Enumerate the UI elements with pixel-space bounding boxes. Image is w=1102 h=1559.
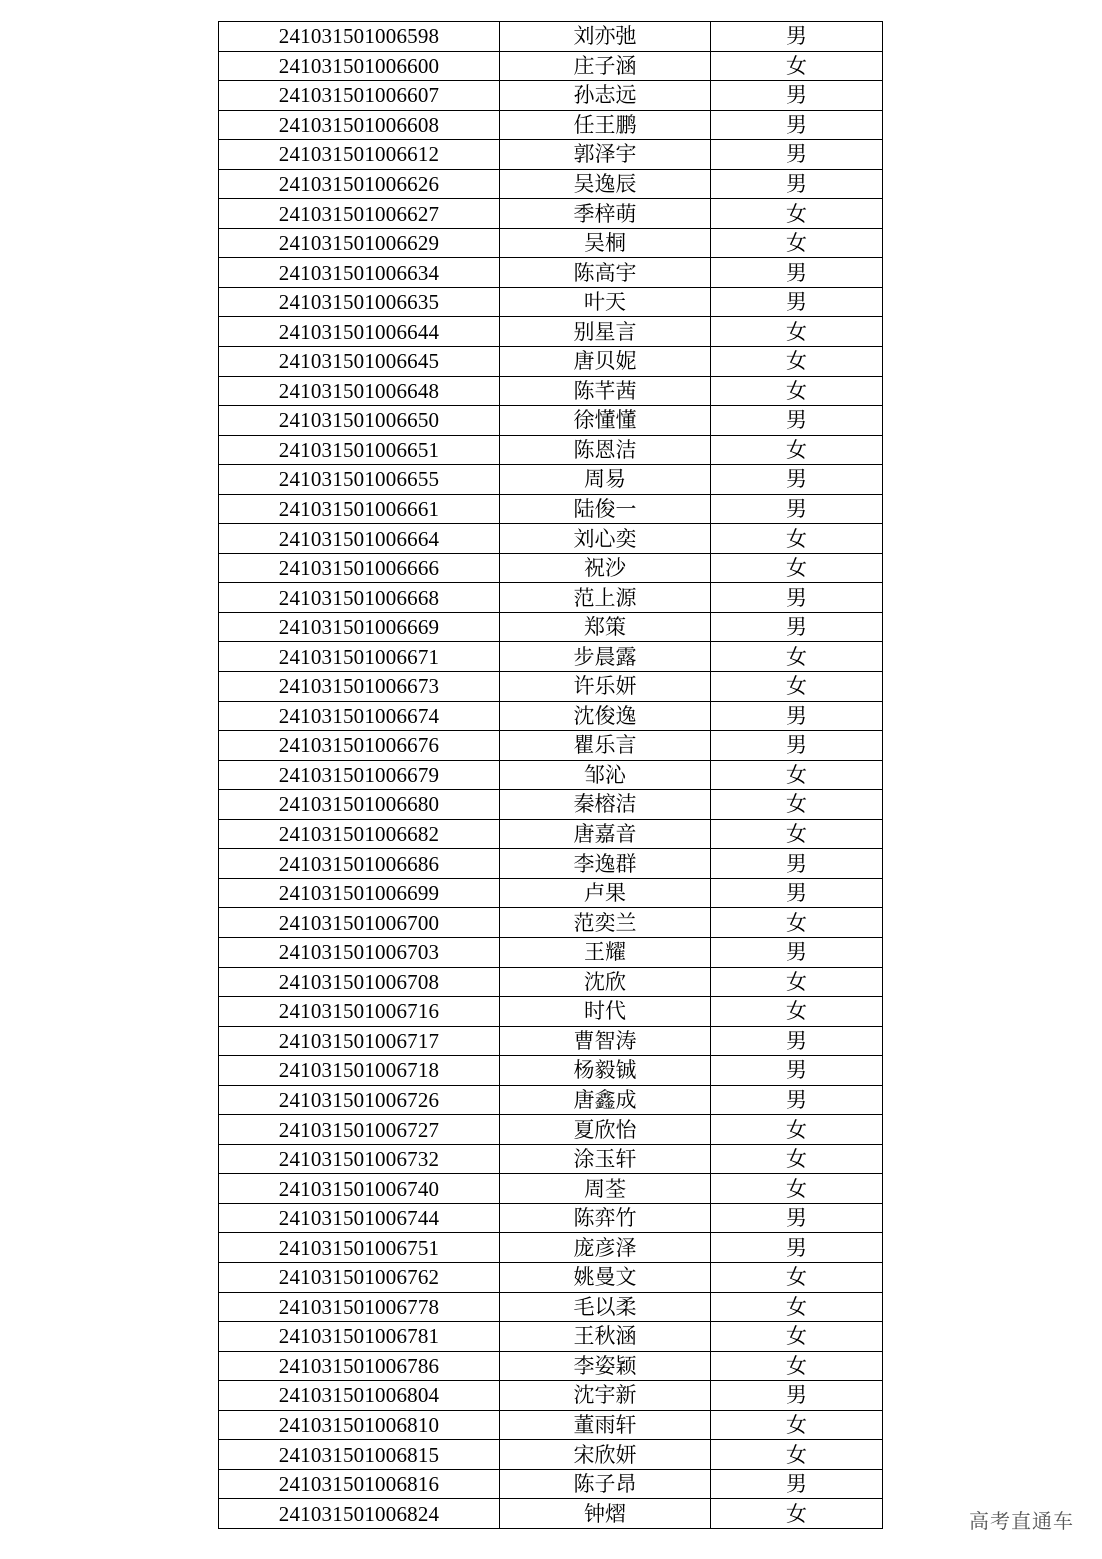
student-name-cell: 陆俊一	[500, 494, 711, 524]
table-row	[219, 435, 883, 465]
student-id-cell: 241031501006648	[219, 376, 500, 406]
table-row	[219, 731, 883, 761]
student-name-cell: 王耀	[500, 937, 711, 967]
table-row	[219, 1056, 883, 1086]
student-gender-cell: 女	[711, 1144, 883, 1174]
student-gender-cell: 女	[711, 908, 883, 938]
table-row	[219, 1174, 883, 1204]
table-row	[219, 1085, 883, 1115]
student-id-cell: 241031501006664	[219, 524, 500, 554]
student-name-cell: 涂玉轩	[500, 1144, 711, 1174]
student-name-cell: 吴逸辰	[500, 169, 711, 199]
student-id-cell: 241031501006679	[219, 760, 500, 790]
student-gender-cell: 女	[711, 435, 883, 465]
student-gender-cell: 女	[711, 1499, 883, 1529]
student-id-cell: 241031501006650	[219, 406, 500, 436]
table-row	[219, 199, 883, 229]
student-name-cell: 徐懂懂	[500, 406, 711, 436]
table-row	[219, 1322, 883, 1352]
student-gender-cell: 男	[711, 1233, 883, 1263]
student-id-cell: 241031501006682	[219, 819, 500, 849]
student-gender-cell: 女	[711, 376, 883, 406]
student-name-cell: 李逸群	[500, 849, 711, 879]
student-name-cell: 郭泽宇	[500, 140, 711, 170]
table-row	[219, 1233, 883, 1263]
student-gender-cell: 男	[711, 937, 883, 967]
student-gender-cell: 男	[711, 22, 883, 52]
student-id-cell: 241031501006786	[219, 1351, 500, 1381]
student-name-cell: 庄子涵	[500, 51, 711, 81]
student-gender-cell: 男	[711, 612, 883, 642]
student-name-cell: 王秋涵	[500, 1322, 711, 1352]
table-row	[219, 642, 883, 672]
table-row	[219, 524, 883, 554]
student-name-cell: 姚曼文	[500, 1262, 711, 1292]
table-row	[219, 1381, 883, 1411]
student-gender-cell: 男	[711, 1203, 883, 1233]
table-row	[219, 465, 883, 495]
student-gender-cell: 女	[711, 1174, 883, 1204]
student-id-cell: 241031501006634	[219, 258, 500, 288]
table-row	[219, 169, 883, 199]
student-id-cell: 241031501006627	[219, 199, 500, 229]
student-gender-cell: 女	[711, 1292, 883, 1322]
table-row	[219, 967, 883, 997]
table-row	[219, 287, 883, 317]
table-row	[219, 701, 883, 731]
student-name-cell: 沈宇新	[500, 1381, 711, 1411]
table-row	[219, 583, 883, 613]
student-name-cell: 秦榕洁	[500, 790, 711, 820]
student-name-cell: 刘心奕	[500, 524, 711, 554]
table-row	[219, 1292, 883, 1322]
student-id-cell: 241031501006810	[219, 1410, 500, 1440]
student-name-cell: 庞彦泽	[500, 1233, 711, 1263]
student-id-cell: 241031501006718	[219, 1056, 500, 1086]
table-row	[219, 760, 883, 790]
table-row	[219, 494, 883, 524]
student-id-cell: 241031501006676	[219, 731, 500, 761]
student-gender-cell: 男	[711, 731, 883, 761]
student-gender-cell: 女	[711, 997, 883, 1027]
student-name-cell: 瞿乐言	[500, 731, 711, 761]
student-name-cell: 周荃	[500, 1174, 711, 1204]
student-gender-cell: 女	[711, 819, 883, 849]
student-id-cell: 241031501006661	[219, 494, 500, 524]
table-row	[219, 317, 883, 347]
student-gender-cell: 男	[711, 494, 883, 524]
student-gender-cell: 男	[711, 406, 883, 436]
student-name-cell: 陈高宇	[500, 258, 711, 288]
student-gender-cell: 女	[711, 317, 883, 347]
student-name-cell: 时代	[500, 997, 711, 1027]
student-id-cell: 241031501006717	[219, 1026, 500, 1056]
student-gender-cell: 女	[711, 1115, 883, 1145]
student-name-cell: 夏欣怡	[500, 1115, 711, 1145]
table-row	[219, 1469, 883, 1499]
student-gender-cell: 女	[711, 967, 883, 997]
student-id-cell: 241031501006680	[219, 790, 500, 820]
table-row	[219, 937, 883, 967]
table-row	[219, 140, 883, 170]
student-id-cell: 241031501006645	[219, 347, 500, 377]
table-row	[219, 672, 883, 702]
student-id-cell: 241031501006700	[219, 908, 500, 938]
table-row	[219, 997, 883, 1027]
student-name-cell: 陈恩洁	[500, 435, 711, 465]
table-row	[219, 1203, 883, 1233]
student-gender-cell: 女	[711, 1410, 883, 1440]
student-gender-cell: 女	[711, 228, 883, 258]
student-id-cell: 241031501006778	[219, 1292, 500, 1322]
student-id-cell: 241031501006668	[219, 583, 500, 613]
student-id-cell: 241031501006699	[219, 878, 500, 908]
table-row	[219, 406, 883, 436]
student-gender-cell: 女	[711, 347, 883, 377]
table-row	[219, 347, 883, 377]
student-id-cell: 241031501006716	[219, 997, 500, 1027]
table-row	[219, 51, 883, 81]
student-gender-cell: 女	[711, 672, 883, 702]
student-name-cell: 邹沁	[500, 760, 711, 790]
student-name-cell: 宋欣妍	[500, 1440, 711, 1470]
student-id-cell: 241031501006629	[219, 228, 500, 258]
student-gender-cell: 男	[711, 849, 883, 879]
student-gender-cell: 女	[711, 1351, 883, 1381]
student-gender-cell: 男	[711, 287, 883, 317]
student-id-cell: 241031501006635	[219, 287, 500, 317]
student-gender-cell: 女	[711, 790, 883, 820]
student-name-cell: 唐鑫成	[500, 1085, 711, 1115]
student-id-cell: 241031501006804	[219, 1381, 500, 1411]
student-name-cell: 李姿颖	[500, 1351, 711, 1381]
table-row	[219, 228, 883, 258]
student-gender-cell: 男	[711, 1085, 883, 1115]
table-row	[219, 1410, 883, 1440]
student-id-cell: 241031501006708	[219, 967, 500, 997]
student-id-cell: 241031501006824	[219, 1499, 500, 1529]
student-name-cell: 毛以柔	[500, 1292, 711, 1322]
student-id-cell: 241031501006671	[219, 642, 500, 672]
table-row	[219, 878, 883, 908]
student-id-cell: 241031501006751	[219, 1233, 500, 1263]
student-gender-cell: 女	[711, 199, 883, 229]
student-name-cell: 唐嘉音	[500, 819, 711, 849]
student-name-cell: 郑策	[500, 612, 711, 642]
student-name-cell: 钟熠	[500, 1499, 711, 1529]
student-id-cell: 241031501006666	[219, 553, 500, 583]
student-gender-cell: 女	[711, 1322, 883, 1352]
student-id-cell: 241031501006608	[219, 110, 500, 140]
student-name-cell: 沈俊逸	[500, 701, 711, 731]
table-row	[219, 1499, 883, 1529]
student-id-cell: 241031501006727	[219, 1115, 500, 1145]
student-id-cell: 241031501006674	[219, 701, 500, 731]
student-gender-cell: 男	[711, 258, 883, 288]
student-id-cell: 241031501006726	[219, 1085, 500, 1115]
table-row	[219, 819, 883, 849]
table-row	[219, 376, 883, 406]
student-gender-cell: 男	[711, 465, 883, 495]
table-row	[219, 1440, 883, 1470]
student-name-cell: 步晨露	[500, 642, 711, 672]
table-row	[219, 110, 883, 140]
student-gender-cell: 女	[711, 524, 883, 554]
table-row	[219, 1144, 883, 1174]
student-id-cell: 241031501006669	[219, 612, 500, 642]
student-name-cell: 叶天	[500, 287, 711, 317]
student-name-cell: 季梓萌	[500, 199, 711, 229]
student-gender-cell: 男	[711, 1469, 883, 1499]
student-id-cell: 241031501006781	[219, 1322, 500, 1352]
table-row	[219, 1115, 883, 1145]
student-name-cell: 沈欣	[500, 967, 711, 997]
student-name-cell: 孙志远	[500, 81, 711, 111]
student-gender-cell: 女	[711, 1262, 883, 1292]
student-name-cell: 范上源	[500, 583, 711, 613]
student-name-cell: 吴桐	[500, 228, 711, 258]
table-row	[219, 908, 883, 938]
student-roster-table	[218, 21, 883, 1529]
student-gender-cell: 女	[711, 760, 883, 790]
student-id-cell: 241031501006598	[219, 22, 500, 52]
student-id-cell: 241031501006732	[219, 1144, 500, 1174]
student-gender-cell: 女	[711, 553, 883, 583]
student-gender-cell: 男	[711, 110, 883, 140]
table-row	[219, 22, 883, 52]
table-row	[219, 553, 883, 583]
watermark-text: 高考直通车	[969, 1509, 1074, 1533]
student-gender-cell: 男	[711, 1026, 883, 1056]
table-row	[219, 790, 883, 820]
student-id-cell: 241031501006607	[219, 81, 500, 111]
student-name-cell: 陈子昂	[500, 1469, 711, 1499]
student-gender-cell: 女	[711, 51, 883, 81]
table-row	[219, 612, 883, 642]
student-name-cell: 别星言	[500, 317, 711, 347]
table-row	[219, 1351, 883, 1381]
student-name-cell: 刘亦弛	[500, 22, 711, 52]
student-name-cell: 董雨轩	[500, 1410, 711, 1440]
table-row	[219, 1026, 883, 1056]
roster-body	[219, 22, 883, 1529]
student-id-cell: 241031501006816	[219, 1469, 500, 1499]
student-id-cell: 241031501006744	[219, 1203, 500, 1233]
student-name-cell: 卢果	[500, 878, 711, 908]
student-id-cell: 241031501006673	[219, 672, 500, 702]
student-gender-cell: 女	[711, 1440, 883, 1470]
student-gender-cell: 男	[711, 169, 883, 199]
student-id-cell: 241031501006600	[219, 51, 500, 81]
student-gender-cell: 男	[711, 583, 883, 613]
student-name-cell: 祝沙	[500, 553, 711, 583]
student-gender-cell: 男	[711, 878, 883, 908]
student-id-cell: 241031501006686	[219, 849, 500, 879]
student-name-cell: 唐贝妮	[500, 347, 711, 377]
student-id-cell: 241031501006651	[219, 435, 500, 465]
student-gender-cell: 女	[711, 642, 883, 672]
student-name-cell: 范奕兰	[500, 908, 711, 938]
student-id-cell: 241031501006740	[219, 1174, 500, 1204]
student-id-cell: 241031501006612	[219, 140, 500, 170]
table-row	[219, 81, 883, 111]
table-row	[219, 1262, 883, 1292]
student-name-cell: 许乐妍	[500, 672, 711, 702]
student-id-cell: 241031501006703	[219, 937, 500, 967]
student-id-cell: 241031501006626	[219, 169, 500, 199]
student-name-cell: 周易	[500, 465, 711, 495]
student-name-cell: 陈芊茜	[500, 376, 711, 406]
table-row	[219, 258, 883, 288]
student-gender-cell: 男	[711, 140, 883, 170]
student-name-cell: 陈弈竹	[500, 1203, 711, 1233]
student-name-cell: 杨毅铖	[500, 1056, 711, 1086]
student-id-cell: 241031501006762	[219, 1262, 500, 1292]
student-name-cell: 任王鹏	[500, 110, 711, 140]
table-row	[219, 849, 883, 879]
student-gender-cell: 男	[711, 1056, 883, 1086]
student-id-cell: 241031501006815	[219, 1440, 500, 1470]
student-gender-cell: 男	[711, 81, 883, 111]
student-id-cell: 241031501006644	[219, 317, 500, 347]
student-gender-cell: 男	[711, 1381, 883, 1411]
student-gender-cell: 男	[711, 701, 883, 731]
student-id-cell: 241031501006655	[219, 465, 500, 495]
student-name-cell: 曹智涛	[500, 1026, 711, 1056]
